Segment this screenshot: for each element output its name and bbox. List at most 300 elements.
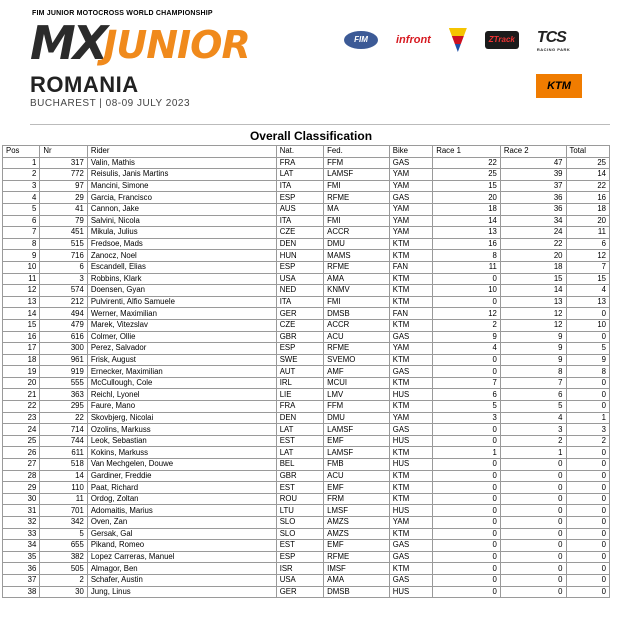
table-row — [3, 540, 610, 552]
cell-nr: 5 — [40, 528, 87, 540]
cell-total: 9 — [566, 354, 609, 366]
table-row — [3, 261, 610, 273]
table-row — [3, 459, 610, 471]
cell-pos: 13 — [3, 296, 40, 308]
cell-fed: EMF — [324, 435, 390, 447]
cell-bike: YAM — [389, 227, 432, 239]
cell-race1: 10 — [433, 285, 501, 297]
cell-pos: 23 — [3, 412, 40, 424]
cell-rider: Kokins, Markuss — [87, 447, 276, 459]
col-total: Total — [566, 146, 609, 158]
cell-race1: 2 — [433, 319, 501, 331]
cell-pos: 26 — [3, 447, 40, 459]
cell-bike: HUS — [389, 505, 432, 517]
cell-race2: 0 — [500, 459, 566, 471]
cell-nr: 342 — [40, 517, 87, 529]
cell-nr: 961 — [40, 354, 87, 366]
cell-race2: 0 — [500, 540, 566, 552]
cell-pos: 2 — [3, 169, 40, 181]
cell-rider: Paat, Richard — [87, 482, 276, 494]
cell-race2: 14 — [500, 285, 566, 297]
cell-rider: Lopez Carreras, Manuel — [87, 551, 276, 563]
cell-rider: Ernecker, Maximilian — [87, 366, 276, 378]
cell-pos: 36 — [3, 563, 40, 575]
cell-pos: 37 — [3, 574, 40, 586]
cell-bike: HUS — [389, 586, 432, 598]
cell-bike: KTM — [389, 528, 432, 540]
cell-race1: 0 — [433, 505, 501, 517]
cell-race1: 13 — [433, 227, 501, 239]
cell-nat: IRL — [276, 377, 323, 389]
cell-fed: DMSB — [324, 586, 390, 598]
cell-rider: Pikand, Romeo — [87, 540, 276, 552]
cell-race1: 22 — [433, 157, 501, 169]
cell-nr: 479 — [40, 319, 87, 331]
cell-nr: 2 — [40, 574, 87, 586]
table-row — [3, 401, 610, 413]
cell-total: 4 — [566, 285, 609, 297]
col-race1: Race 1 — [433, 146, 501, 158]
cell-pos: 7 — [3, 227, 40, 239]
table-header-row — [3, 146, 610, 158]
col-rider: Rider — [87, 146, 276, 158]
cell-race1: 8 — [433, 250, 501, 262]
cell-pos: 15 — [3, 319, 40, 331]
cell-nr: 744 — [40, 435, 87, 447]
table-row — [3, 435, 610, 447]
header-divider — [30, 124, 610, 125]
cell-nr: 212 — [40, 296, 87, 308]
cell-fed: LMSF — [324, 505, 390, 517]
cell-nat: ROU — [276, 493, 323, 505]
cell-race2: 0 — [500, 563, 566, 575]
cell-fed: DMSB — [324, 308, 390, 320]
cell-race1: 0 — [433, 574, 501, 586]
cell-nr: 30 — [40, 586, 87, 598]
cell-race2: 0 — [500, 470, 566, 482]
cell-total: 0 — [566, 308, 609, 320]
cell-race1: 0 — [433, 424, 501, 436]
cell-nat: SWE — [276, 354, 323, 366]
cell-race1: 0 — [433, 459, 501, 471]
cell-nat: DEN — [276, 238, 323, 250]
ztrack-logo: ZTrack — [485, 31, 519, 49]
cell-race1: 0 — [433, 482, 501, 494]
cell-nat: LIE — [276, 389, 323, 401]
cell-race2: 9 — [500, 331, 566, 343]
cell-pos: 34 — [3, 540, 40, 552]
table-row — [3, 308, 610, 320]
cell-rider: Valin, Mathis — [87, 157, 276, 169]
cell-nat: ESP — [276, 192, 323, 204]
cell-bike: YAM — [389, 215, 432, 227]
cell-pos: 31 — [3, 505, 40, 517]
cell-nat: LAT — [276, 447, 323, 459]
cell-nr: 655 — [40, 540, 87, 552]
cell-pos: 24 — [3, 424, 40, 436]
cell-race1: 15 — [433, 180, 501, 192]
cell-rider: Perez, Salvador — [87, 343, 276, 355]
cell-race2: 0 — [500, 586, 566, 598]
cell-race2: 0 — [500, 505, 566, 517]
cell-nat: ITA — [276, 296, 323, 308]
cell-fed: MAMS — [324, 250, 390, 262]
cell-race1: 0 — [433, 296, 501, 308]
cell-nat: ITA — [276, 180, 323, 192]
cell-bike: GAS — [389, 424, 432, 436]
cell-nat: GBR — [276, 470, 323, 482]
cell-total: 1 — [566, 412, 609, 424]
cell-fed: ACU — [324, 470, 390, 482]
cell-bike: KTM — [389, 377, 432, 389]
cell-race2: 12 — [500, 308, 566, 320]
cell-rider: Garcia, Francisco — [87, 192, 276, 204]
cell-bike: KTM — [389, 447, 432, 459]
cell-fed: EMF — [324, 482, 390, 494]
cell-total: 22 — [566, 180, 609, 192]
cell-fed: AMA — [324, 574, 390, 586]
table-row — [3, 574, 610, 586]
cell-fed: LMV — [324, 389, 390, 401]
cell-total: 0 — [566, 493, 609, 505]
table-row — [3, 250, 610, 262]
cell-fed: ACU — [324, 331, 390, 343]
cell-nat: DEN — [276, 412, 323, 424]
cell-race2: 34 — [500, 215, 566, 227]
event-header — [0, 0, 622, 124]
table-row — [3, 180, 610, 192]
cell-nr: 22 — [40, 412, 87, 424]
cell-bike: KTM — [389, 470, 432, 482]
cell-rider: Marek, Vitezslav — [87, 319, 276, 331]
table-row — [3, 528, 610, 540]
cell-race1: 0 — [433, 563, 501, 575]
cell-fed: AMZS — [324, 517, 390, 529]
table-row — [3, 424, 610, 436]
table-row — [3, 227, 610, 239]
cell-race2: 9 — [500, 354, 566, 366]
cell-rider: Frisk, August — [87, 354, 276, 366]
cell-bike: KTM — [389, 354, 432, 366]
cell-total: 5 — [566, 343, 609, 355]
cell-race2: 5 — [500, 401, 566, 413]
cell-pos: 18 — [3, 354, 40, 366]
cell-pos: 20 — [3, 377, 40, 389]
cell-rider: Leok, Sebastian — [87, 435, 276, 447]
cell-total: 16 — [566, 192, 609, 204]
cell-nr: 701 — [40, 505, 87, 517]
cell-pos: 11 — [3, 273, 40, 285]
cell-bike: GAS — [389, 574, 432, 586]
cell-nat: FRA — [276, 157, 323, 169]
cell-bike: KTM — [389, 493, 432, 505]
table-row — [3, 377, 610, 389]
cell-fed: MA — [324, 203, 390, 215]
cell-race2: 3 — [500, 424, 566, 436]
cell-total: 10 — [566, 319, 609, 331]
cell-rider: Mikula, Julius — [87, 227, 276, 239]
cell-fed: FMI — [324, 296, 390, 308]
cell-race1: 4 — [433, 343, 501, 355]
cell-fed: FMI — [324, 180, 390, 192]
cell-total: 0 — [566, 459, 609, 471]
cell-bike: YAM — [389, 180, 432, 192]
cell-nr: 451 — [40, 227, 87, 239]
cell-nat: LTU — [276, 505, 323, 517]
cell-race1: 0 — [433, 551, 501, 563]
cell-rider: Mancini, Simone — [87, 180, 276, 192]
cell-total: 0 — [566, 586, 609, 598]
cell-race1: 18 — [433, 203, 501, 215]
cell-race1: 6 — [433, 389, 501, 401]
cell-fed: FFM — [324, 401, 390, 413]
cell-nr: 3 — [40, 273, 87, 285]
cell-race2: 0 — [500, 517, 566, 529]
table-row — [3, 273, 610, 285]
cell-nr: 97 — [40, 180, 87, 192]
cell-nat: BEL — [276, 459, 323, 471]
cell-race1: 9 — [433, 331, 501, 343]
table-row — [3, 412, 610, 424]
cell-race2: 0 — [500, 493, 566, 505]
cell-rider: Skovbjerg, Nicolai — [87, 412, 276, 424]
cell-pos: 17 — [3, 343, 40, 355]
col-nat: Nat. — [276, 146, 323, 158]
cell-race1: 0 — [433, 470, 501, 482]
cell-race2: 0 — [500, 551, 566, 563]
cell-pos: 25 — [3, 435, 40, 447]
cell-pos: 5 — [3, 203, 40, 215]
cell-fed: LAMSF — [324, 424, 390, 436]
cell-bike: HUS — [389, 435, 432, 447]
cell-pos: 35 — [3, 551, 40, 563]
cell-bike: YAM — [389, 412, 432, 424]
cell-pos: 21 — [3, 389, 40, 401]
cell-total: 15 — [566, 273, 609, 285]
cell-total: 25 — [566, 157, 609, 169]
table-row — [3, 192, 610, 204]
cell-rider: Escandell, Elias — [87, 261, 276, 273]
cell-rider: Reisulis, Janis Martins — [87, 169, 276, 181]
cell-rider: Gersak, Gal — [87, 528, 276, 540]
cell-fed: AMZS — [324, 528, 390, 540]
cell-nr: 14 — [40, 470, 87, 482]
col-fed: Fed. — [324, 146, 390, 158]
cell-pos: 16 — [3, 331, 40, 343]
sponsor-logos — [344, 28, 570, 52]
cell-rider: Cannon, Jake — [87, 203, 276, 215]
cell-nr: 611 — [40, 447, 87, 459]
cell-bike: FAN — [389, 308, 432, 320]
cell-nat: USA — [276, 273, 323, 285]
cell-fed: IMSF — [324, 563, 390, 575]
cell-nr: 555 — [40, 377, 87, 389]
table-row — [3, 203, 610, 215]
cell-rider: Adomaitis, Marius — [87, 505, 276, 517]
cell-nr: 515 — [40, 238, 87, 250]
cell-race2: 37 — [500, 180, 566, 192]
cell-fed: RFME — [324, 261, 390, 273]
table-row — [3, 470, 610, 482]
cell-nat: GER — [276, 308, 323, 320]
cell-race2: 9 — [500, 343, 566, 355]
cell-nat: NED — [276, 285, 323, 297]
cell-bike: YAM — [389, 203, 432, 215]
cell-bike: KTM — [389, 563, 432, 575]
cell-bike: GAS — [389, 551, 432, 563]
cell-race1: 1 — [433, 447, 501, 459]
cell-pos: 8 — [3, 238, 40, 250]
cell-pos: 10 — [3, 261, 40, 273]
cell-nr: 772 — [40, 169, 87, 181]
cell-nat: FRA — [276, 401, 323, 413]
cell-total: 8 — [566, 366, 609, 378]
table-row — [3, 551, 610, 563]
cell-race2: 36 — [500, 203, 566, 215]
cell-pos: 32 — [3, 517, 40, 529]
cell-fed: RFME — [324, 343, 390, 355]
cell-total: 0 — [566, 331, 609, 343]
cell-race1: 11 — [433, 261, 501, 273]
cell-pos: 14 — [3, 308, 40, 320]
table-row — [3, 169, 610, 181]
cell-total: 2 — [566, 435, 609, 447]
event-dates: BUCHAREST | 08-09 JULY 2023 — [30, 98, 191, 109]
cell-pos: 28 — [3, 470, 40, 482]
cell-race1: 0 — [433, 435, 501, 447]
table-row — [3, 482, 610, 494]
cell-pos: 29 — [3, 482, 40, 494]
cell-race1: 3 — [433, 412, 501, 424]
cell-fed: DMU — [324, 238, 390, 250]
cell-fed: EMF — [324, 540, 390, 552]
cell-rider: Colmer, Ollie — [87, 331, 276, 343]
cell-race2: 24 — [500, 227, 566, 239]
cell-nr: 382 — [40, 551, 87, 563]
page-title: Overall Classification — [249, 129, 373, 143]
cell-nr: 317 — [40, 157, 87, 169]
cell-race1: 0 — [433, 528, 501, 540]
cell-pos: 38 — [3, 586, 40, 598]
cell-nat: CZE — [276, 319, 323, 331]
cell-fed: RFME — [324, 551, 390, 563]
cell-race2: 13 — [500, 296, 566, 308]
cell-race2: 2 — [500, 435, 566, 447]
cell-nr: 295 — [40, 401, 87, 413]
cell-nr: 919 — [40, 366, 87, 378]
cell-total: 0 — [566, 470, 609, 482]
cell-total: 20 — [566, 215, 609, 227]
cell-pos: 4 — [3, 192, 40, 204]
classification-table — [2, 145, 610, 598]
cell-bike: GAS — [389, 331, 432, 343]
cell-race1: 0 — [433, 586, 501, 598]
cell-rider: Pulvirenti, Alfio Samuele — [87, 296, 276, 308]
cell-bike: GAS — [389, 366, 432, 378]
table-row — [3, 517, 610, 529]
federation-flag-logo — [449, 28, 467, 52]
col-pos: Pos — [3, 146, 40, 158]
cell-race2: 7 — [500, 377, 566, 389]
table-row — [3, 586, 610, 598]
table-row — [3, 238, 610, 250]
cell-nat: USA — [276, 574, 323, 586]
cell-fed: RFME — [324, 192, 390, 204]
cell-race2: 36 — [500, 192, 566, 204]
cell-nr: 714 — [40, 424, 87, 436]
cell-bike: KTM — [389, 482, 432, 494]
cell-nr: 29 — [40, 192, 87, 204]
cell-total: 0 — [566, 447, 609, 459]
cell-rider: Faure, Mano — [87, 401, 276, 413]
tcs-logo-text: TCS — [536, 28, 566, 46]
mxjunior-logo — [30, 16, 250, 70]
table-row — [3, 505, 610, 517]
cell-nr: 300 — [40, 343, 87, 355]
championship-name: FIM JUNIOR MOTOCROSS WORLD CHAMPIONSHIP — [32, 10, 213, 17]
cell-fed: FMI — [324, 215, 390, 227]
cell-rider: Oven, Zan — [87, 517, 276, 529]
cell-race2: 4 — [500, 412, 566, 424]
col-nr: Nr — [40, 146, 87, 158]
cell-bike: KTM — [389, 273, 432, 285]
cell-race1: 0 — [433, 273, 501, 285]
cell-race2: 0 — [500, 574, 566, 586]
cell-race2: 8 — [500, 366, 566, 378]
tcs-logo-subtext: RACING PARK — [536, 46, 571, 52]
cell-fed: FFM — [324, 157, 390, 169]
cell-nat: EST — [276, 482, 323, 494]
cell-race2: 47 — [500, 157, 566, 169]
cell-rider: Zanocz, Noel — [87, 250, 276, 262]
event-country: ROMANIA — [30, 72, 139, 97]
cell-nat: ESP — [276, 343, 323, 355]
cell-fed: ACCR — [324, 319, 390, 331]
cell-nr: 518 — [40, 459, 87, 471]
table-row — [3, 447, 610, 459]
cell-fed: SVEMO — [324, 354, 390, 366]
cell-fed: FRM — [324, 493, 390, 505]
cell-total: 7 — [566, 261, 609, 273]
cell-race1: 5 — [433, 401, 501, 413]
cell-total: 0 — [566, 482, 609, 494]
cell-nat: ISR — [276, 563, 323, 575]
cell-nat: HUN — [276, 250, 323, 262]
cell-nr: 11 — [40, 493, 87, 505]
cell-bike: KTM — [389, 238, 432, 250]
cell-fed: LAMSF — [324, 447, 390, 459]
cell-fed: LAMSF — [324, 169, 390, 181]
cell-bike: YAM — [389, 517, 432, 529]
cell-race2: 0 — [500, 482, 566, 494]
cell-race1: 14 — [433, 215, 501, 227]
cell-race2: 12 — [500, 319, 566, 331]
table-row — [3, 319, 610, 331]
cell-total: 12 — [566, 250, 609, 262]
cell-total: 13 — [566, 296, 609, 308]
cell-bike: HUS — [389, 389, 432, 401]
table-row — [3, 493, 610, 505]
cell-nat: ESP — [276, 551, 323, 563]
table-row — [3, 331, 610, 343]
cell-race2: 22 — [500, 238, 566, 250]
cell-pos: 33 — [3, 528, 40, 540]
cell-nr: 41 — [40, 203, 87, 215]
cell-nat: LAT — [276, 169, 323, 181]
table-row — [3, 563, 610, 575]
cell-nr: 79 — [40, 215, 87, 227]
cell-total: 0 — [566, 528, 609, 540]
